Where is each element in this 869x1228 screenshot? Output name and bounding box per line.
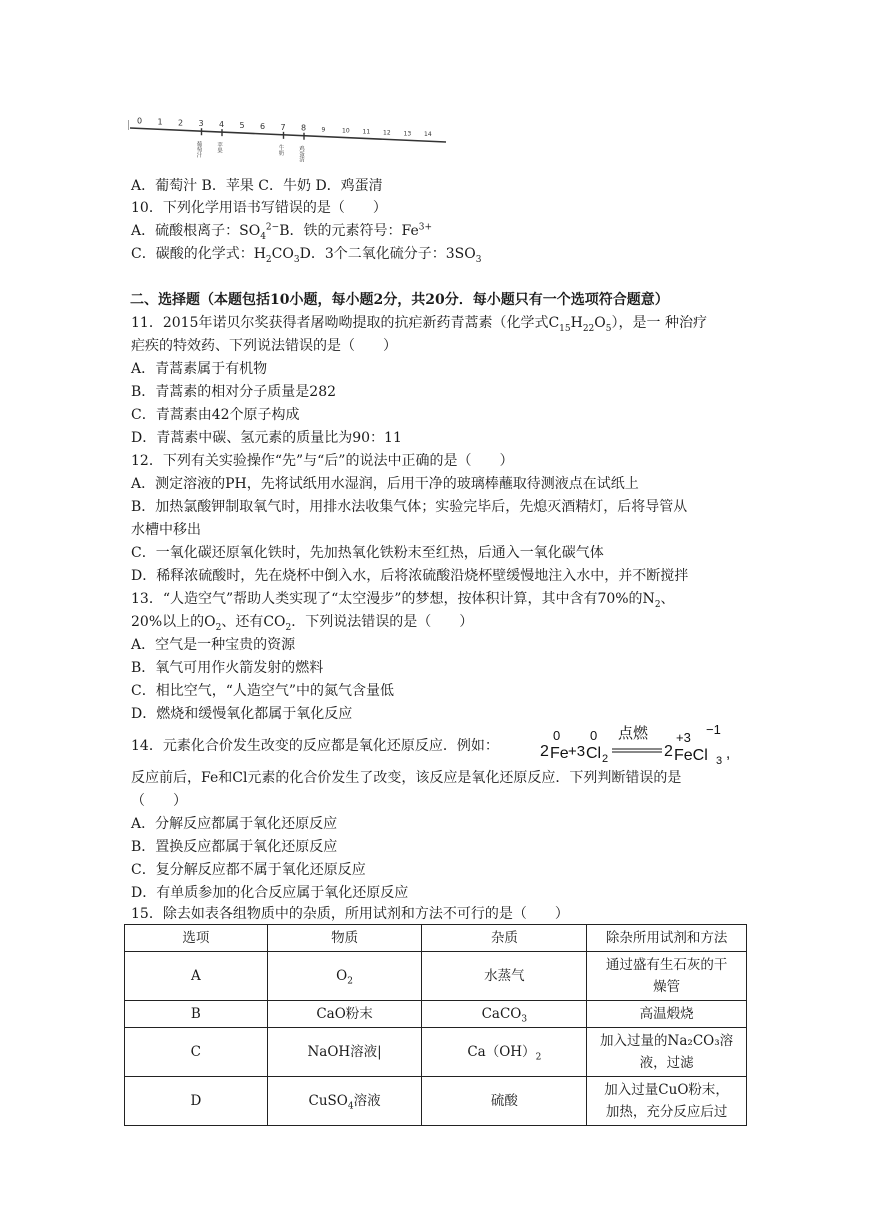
section2-heading: 二、选择题（本题包括10小题，每小题2分，共20分．每小题只有一个选项符合题意）	[130, 292, 669, 308]
row-c-impurity-sub: 2	[535, 1052, 542, 1063]
header-option: 选项	[125, 925, 268, 952]
q11-stem-a: 11．2015年诺贝尔奖获得者屠呦呦提取的抗疟新药青蒿素（化学式C	[131, 315, 560, 331]
q13-option-c: C．相比空气，“人造空气”中的氮气含量低	[131, 683, 395, 699]
row-a-impurity: 水蒸气	[422, 952, 587, 1001]
ph-marker-label: 葡萄汁	[195, 141, 202, 158]
q14-option-d: D．有单质参加的化合反应属于氧化还原反应	[131, 885, 409, 901]
q14-equation	[540, 722, 740, 764]
eq-val-fe3: +3	[676, 730, 691, 745]
q10-c-text: C．碳酸的化学式：H	[131, 246, 266, 262]
q10-c-sub1: 2	[265, 254, 272, 265]
header-method: 除杂所用试剂和方法	[587, 925, 747, 952]
row-a-substance-text: O	[336, 968, 348, 984]
table-row	[125, 1028, 747, 1077]
row-b-impurity-sub: 3	[521, 1014, 528, 1025]
ph-tick-label: 9	[321, 126, 326, 134]
eq-cond: 点燃	[618, 725, 649, 742]
q14-option-b: B．置换反应都属于氧化还原反应	[131, 839, 338, 855]
row-c-option: C	[125, 1028, 268, 1077]
q13-option-d: D．燃烧和缓慢氧化都属于氧化反应	[131, 706, 353, 722]
q15-stem: 15．除去如表各组物质中的杂质，所用试剂和方法不可行的是（ ）	[131, 906, 569, 922]
q10-stem: 10．下列化学用语书写错误的是（ ）	[131, 200, 387, 216]
q13-stem2-c: ．下列说法错误的是（ ）	[291, 614, 474, 630]
eq-val-cl-minus: −1	[706, 722, 721, 737]
header-impurity: 杂质	[422, 925, 587, 952]
row-d-substance-tail: 溶液	[353, 1093, 381, 1109]
row-b-impurity	[422, 1001, 587, 1028]
ph-marker-label: 鸡蛋清	[298, 145, 304, 163]
eq-plus: +3	[568, 743, 586, 760]
q10-a-sup: 2−	[265, 222, 280, 233]
eq-end: ,	[726, 745, 731, 762]
row-b-option: B	[125, 1001, 268, 1028]
q11-stem-c: O	[594, 315, 606, 331]
q13-sub-co2: 2	[285, 622, 292, 633]
row-c-method-2: 液，过滤	[639, 1055, 694, 1071]
eq-prod-sub: 3	[716, 755, 723, 764]
eq-coef1: 2	[540, 743, 549, 760]
q10-b-sup: 3+	[418, 222, 433, 233]
q13-stem-b: 、	[660, 591, 675, 607]
row-c-substance: NaOH溶液|	[267, 1028, 422, 1077]
row-c-method-1: 加入过量的Na₂CO₃溶	[600, 1033, 734, 1049]
eq-coef2: 2	[664, 743, 673, 760]
table-row	[125, 1077, 747, 1126]
eq-prod: FeCl	[674, 747, 708, 764]
ph-tick-label: 7	[280, 122, 286, 132]
q11-sub1: 15	[559, 323, 571, 334]
q15-table	[124, 924, 747, 1126]
row-a-option: A	[125, 952, 268, 1001]
q10-d-text: D．3个二氧化硫分子：3SO	[299, 246, 476, 262]
row-c-impurity	[422, 1028, 587, 1077]
q11-sub2: 22	[582, 323, 595, 334]
ph-tick-label: 10	[342, 127, 350, 135]
eq-cl2-sub: 2	[602, 753, 609, 764]
q13-stem2-b: 、还有CO	[221, 614, 286, 630]
q13-stem-a: 13．“人造空气”帮助人类实现了“太空漫步”的梦想，按体积计算，其中含有70%的N	[131, 591, 655, 607]
q11-stem-b: H	[570, 315, 583, 331]
q11-stem-2: 疟疾的特效药、下列说法错误的是（ ）	[131, 338, 397, 354]
row-d-substance-text: CuSO	[308, 1093, 348, 1109]
table-row	[125, 952, 747, 1001]
q13-sub-n2: 2	[654, 599, 661, 610]
q13-option-b: B．氧气可用作火箭发射的燃料	[131, 660, 324, 676]
header-substance: 物质	[267, 925, 422, 952]
ph-scale-figure	[128, 108, 450, 170]
q13-sub-o2: 2	[215, 622, 222, 633]
q9-options: A．葡萄汁 B．苹果 C．牛奶 D．鸡蛋清	[131, 178, 383, 194]
q11-stem-1	[131, 313, 751, 333]
q10-d-sub: 3	[475, 254, 482, 265]
q11-option-d: D．青蒿素中碳、氢元素的质量比为90：11	[131, 430, 402, 446]
q12-stem: 12．下列有关实验操作“先”与“后”的说法中正确的是（ ）	[131, 453, 514, 469]
row-d-substance-sub: 4	[347, 1101, 354, 1112]
ph-tick-label: 5	[239, 121, 245, 131]
q10-a-sub: 4	[260, 231, 266, 242]
ph-tick-label: 1	[157, 117, 163, 127]
row-d-method	[587, 1077, 747, 1126]
q11-stem-d: ），是一 种治疗	[611, 315, 707, 331]
ph-tick-label: 0	[137, 116, 143, 126]
row-b-substance: CaO粉末	[267, 1001, 422, 1028]
eq-val-cl: 0	[590, 728, 598, 743]
q14-stem-1: 14．元素化合价发生改变的反应都是氧化还原反应．例如：	[131, 738, 499, 754]
row-d-option: D	[125, 1077, 268, 1126]
ph-tick-label: 12	[383, 129, 391, 137]
q14-stem-2: 反应前后，Fe和Cl元素的化合价发生了改变，该反应是氧化还原反应．下列判断错误的是	[131, 770, 682, 786]
q11-sub3: 5	[605, 323, 612, 334]
q10-b-text: B．铁的元素符号：Fe	[279, 223, 419, 239]
row-a-method-1: 通过盛有生石灰的干	[605, 957, 728, 973]
eq-cl2: Cl	[586, 745, 602, 762]
ph-tick-label: 4	[219, 120, 225, 130]
q13-stem-2	[131, 612, 751, 632]
row-c-impurity-text: Ca（OH）	[467, 1044, 536, 1060]
ph-tick-label: 11	[362, 128, 371, 136]
q12-option-c: C．一氧化碳还原氧化铁时，先加热氧化铁粉末至红热，后通入一氧化碳气体	[131, 545, 604, 561]
q14-option-c: C．复分解反应都不属于氧化还原反应	[131, 862, 366, 878]
q10-c-sub2: 3	[293, 254, 300, 265]
ph-tick-label: 6	[260, 121, 266, 131]
ph-tick-label: 3	[198, 119, 204, 129]
q11-option-a: A．青蒿素属于有机物	[131, 361, 268, 377]
row-d-method-1: 加入过量CuO粉末，	[604, 1082, 729, 1098]
eq-val-fe: 0	[553, 728, 561, 743]
ph-tick-label: 14	[424, 131, 432, 139]
eq-fe: Fe	[550, 745, 569, 762]
q12-option-b-1: B．加热氯酸钾制取氧气时，用排水法收集气体；实验完毕后，先熄灭酒精灯，后将导管从	[131, 499, 688, 515]
q11-option-c: C．青蒿素由42个原子构成	[131, 407, 300, 423]
q12-option-b-2: 水槽中移出	[131, 522, 201, 538]
table-row	[125, 1001, 747, 1028]
q14-option-a: A．分解反应都属于氧化还原反应	[131, 816, 338, 832]
q14-stem-3: （ ）	[131, 793, 187, 809]
row-a-method-2: 燥管	[653, 979, 681, 995]
q12-option-a: A．测定溶液的PH，先将试纸用水湿润，后用干净的玻璃棒蘸取待测液点在试纸上	[131, 476, 639, 492]
row-d-impurity: 硫酸	[422, 1077, 587, 1126]
ph-tick-label: 2	[178, 118, 184, 128]
ph-tick-label: 13	[403, 130, 412, 138]
row-a-method	[587, 952, 747, 1001]
q11-option-b: B．青蒿素的相对分子质量是282	[131, 384, 337, 400]
q10-a-text: A．硫酸根离子：SO	[131, 223, 261, 239]
row-a-substance-sub: 2	[347, 976, 353, 987]
row-b-method: 高温煅烧	[587, 1001, 747, 1028]
q12-option-d: D．稀释浓硫酸时，先在烧杯中倒入水，后将浓硫酸沿烧杯壁缓慢地注入水中，并不断搅拌	[131, 568, 689, 584]
row-d-substance	[267, 1077, 422, 1126]
table-header-row	[125, 925, 747, 952]
ph-tick-label: 8	[301, 123, 307, 133]
row-a-substance	[267, 952, 422, 1001]
q10-options-ab	[131, 221, 751, 241]
row-b-impurity-text: CaCO	[481, 1006, 522, 1022]
q10-c-mid: CO	[271, 246, 294, 262]
row-d-method-2: 加热，充分反应后过	[605, 1104, 728, 1120]
q13-stem2-a: 20%以上的O	[131, 614, 216, 630]
ph-marker-label: 苹果	[216, 142, 222, 154]
ph-marker-label: 牛奶	[277, 144, 284, 156]
row-c-method	[587, 1028, 747, 1077]
q13-option-a: A．空气是一种宝贵的资源	[131, 637, 296, 653]
q10-options-cd	[131, 244, 751, 264]
q13-stem-1	[131, 589, 751, 609]
